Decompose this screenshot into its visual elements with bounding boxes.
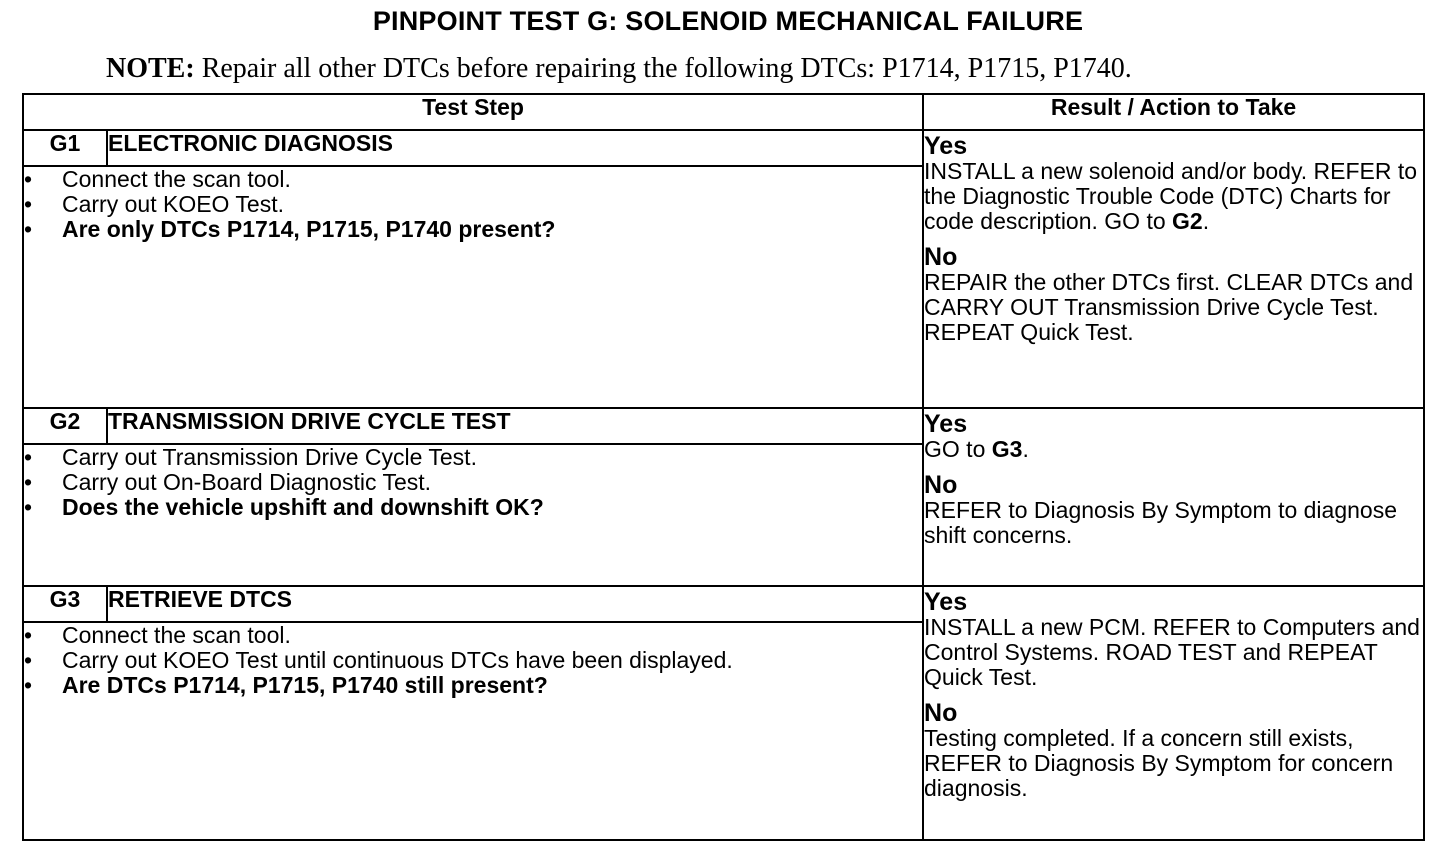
goto-step: G3 [991, 436, 1023, 462]
bullet-list [24, 445, 922, 520]
pinpoint-test-table [22, 93, 1425, 841]
bullet-list [24, 623, 922, 698]
step-g3-title-row [23, 586, 1424, 622]
list-item: • Are only DTCs P1714, P1715, P1740 present? [24, 216, 556, 242]
no-label: No [924, 471, 958, 499]
result-header: Result / Action to Take [923, 94, 1424, 130]
yes-text: INSTALL a new solenoid and/or body. REFER to the Diagnostic Trouble Code (DTC) Charts for code description. GO to G2. [924, 158, 1418, 234]
yes-label: Yes [924, 410, 968, 438]
step-title: RETRIEVE DTCS [107, 586, 923, 622]
step-id: G2 [23, 408, 107, 444]
bullet-text: Carry out Transmission Drive Cycle Test. [62, 444, 477, 470]
bullet-text: Connect the scan tool. [62, 166, 291, 192]
step-question: Are DTCs P1714, P1715, P1740 still present? [62, 672, 548, 698]
bullet-list [24, 167, 922, 242]
list-item: • Does the vehicle upshift and downshift OK? [24, 494, 544, 520]
list-item: • Connect the scan tool. [24, 166, 291, 192]
test-step-header: Test Step [23, 94, 923, 130]
step-g2-body [23, 444, 923, 586]
step-g1-body [23, 166, 923, 408]
list-item: • Carry out On-Board Diagnostic Test. [24, 469, 432, 495]
list-item: • Connect the scan tool. [24, 622, 291, 648]
yes-label: Yes [924, 132, 968, 160]
yes-label: Yes [924, 588, 968, 616]
no-block [924, 472, 1423, 548]
bullet-text: Connect the scan tool. [62, 622, 291, 648]
step-id: G3 [23, 586, 107, 622]
no-text: Testing completed. If a concern still exists, REFER to Diagnosis By Symptom for concern diagnosis. [924, 725, 1394, 801]
yes-text: INSTALL a new PCM. REFER to Computers and Control Systems. ROAD TEST and REPEAT Quick Test. [924, 614, 1420, 690]
yes-text-body: INSTALL a new solenoid and/or body. REFER to the Diagnostic Trouble Code (DTC) Charts for code description. GO to [924, 158, 1418, 234]
list-item: • Carry out Transmission Drive Cycle Test. [24, 444, 477, 470]
yes-text: GO to G3. [924, 436, 1029, 462]
step-question: Does the vehicle upshift and downshift OK? [62, 494, 544, 520]
no-text: REFER to Diagnosis By Symptom to diagnose shift concerns. [924, 497, 1397, 548]
no-block [924, 700, 1423, 801]
no-label: No [924, 243, 958, 271]
step-title: ELECTRONIC DIAGNOSIS [107, 130, 923, 166]
header-row [23, 94, 1424, 130]
no-block [924, 244, 1423, 345]
no-text: REPAIR the other DTCs first. CLEAR DTCs and CARRY OUT Transmission Drive Cycle Test. REPEAT Quick Test. [924, 269, 1414, 345]
step-question: Are only DTCs P1714, P1715, P1740 present? [62, 216, 556, 242]
step-g2-title-row [23, 408, 1424, 444]
step-title: TRANSMISSION DRIVE CYCLE TEST [107, 408, 923, 444]
step-g1-title-row [23, 130, 1424, 166]
bullet-text: Carry out On-Board Diagnostic Test. [62, 469, 432, 495]
goto-step: G2 [1172, 208, 1203, 234]
list-item: • Carry out KOEO Test until continuous DTCs have been displayed. [24, 647, 733, 673]
note-text: Repair all other DTCs before repairing the following DTCs: P1714, P1715, P1740. [201, 53, 1132, 84]
step-id: G1 [23, 130, 107, 166]
note-label: NOTE: [106, 53, 195, 84]
list-item: • Are DTCs P1714, P1715, P1740 still present? [24, 672, 548, 698]
step-g3-result [923, 586, 1424, 840]
yes-text-body: GO to [924, 436, 986, 462]
page-title: PINPOINT TEST G: SOLENOID MECHANICAL FAILURE [372, 6, 1084, 36]
bullet-text: Carry out KOEO Test. [62, 191, 284, 217]
list-item: • Carry out KOEO Test. [24, 191, 284, 217]
step-g1-result [923, 130, 1424, 408]
step-g3-body [23, 622, 923, 840]
yes-block [924, 133, 1423, 234]
note [106, 53, 1132, 85]
yes-block [924, 589, 1423, 690]
yes-block [924, 411, 1423, 462]
step-g2-result [923, 408, 1424, 586]
bullet-text: Carry out KOEO Test until continuous DTCs have been displayed. [62, 647, 733, 673]
no-label: No [924, 699, 958, 727]
